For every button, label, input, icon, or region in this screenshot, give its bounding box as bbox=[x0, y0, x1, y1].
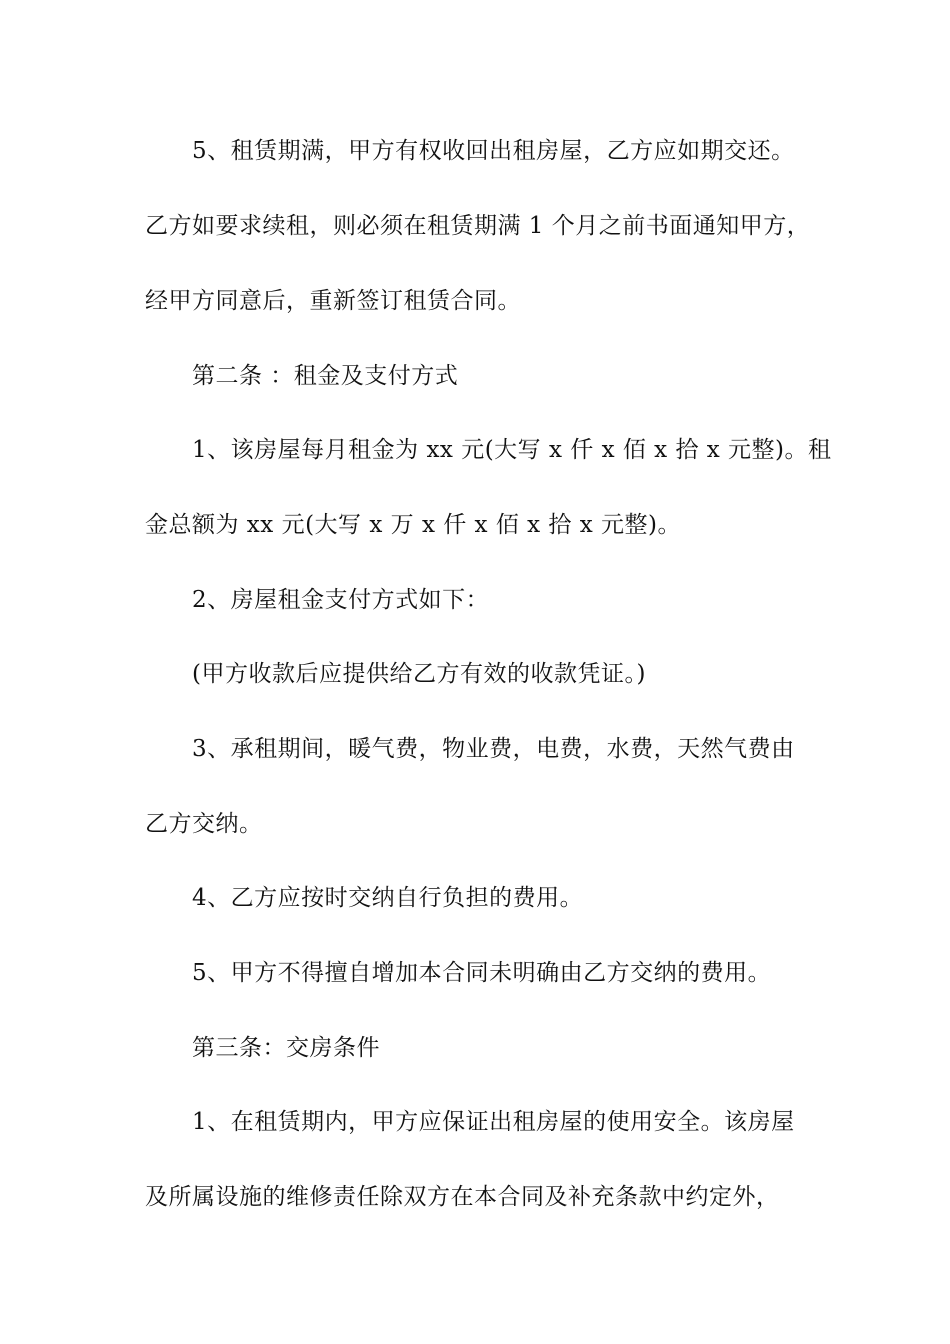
paragraph-line: 5、甲方不得擅自增加本合同未明确由乙方交纳的费用。 bbox=[192, 960, 772, 986]
paragraph-line: 1、在租赁期内，甲方应保证出租房屋的使用安全。该房屋 bbox=[192, 1109, 795, 1135]
paragraph-line: 5、租赁期满，甲方有权收回出租房屋，乙方应如期交还。 bbox=[192, 138, 795, 164]
paragraph-line: 乙方交纳。 bbox=[145, 811, 263, 837]
paragraph-line: 1、该房屋每月租金为 xx 元(大写 x 仟 x 佰 x 拾 x 元整)。租 bbox=[192, 437, 832, 463]
paragraph-line: 4、乙方应按时交纳自行负担的费用。 bbox=[192, 885, 584, 911]
paragraph-line: 3、承租期间，暖气费，物业费，电费，水费，天然气费由 bbox=[192, 736, 795, 762]
paragraph-line: 乙方如要求续租，则必须在租赁期满 1 个月之前书面通知甲方， bbox=[145, 213, 811, 239]
paragraph-line: (甲方收款后应提供给乙方有效的收款凭证。) bbox=[192, 661, 646, 687]
section-heading: 第三条：交房条件 bbox=[192, 1035, 380, 1061]
paragraph-line: 及所属设施的维修责任除双方在本合同及补充条款中约定外， bbox=[145, 1184, 780, 1210]
paragraph-line: 经甲方同意后，重新签订租赁合同。 bbox=[145, 288, 521, 314]
paragraph-line: 金总额为 xx 元(大写 x 万 x 仟 x 佰 x 拾 x 元整)。 bbox=[145, 512, 681, 538]
section-heading: 第二条 ：租金及支付方式 bbox=[192, 363, 459, 389]
paragraph-line: 2、房屋租金支付方式如下： bbox=[192, 587, 490, 613]
